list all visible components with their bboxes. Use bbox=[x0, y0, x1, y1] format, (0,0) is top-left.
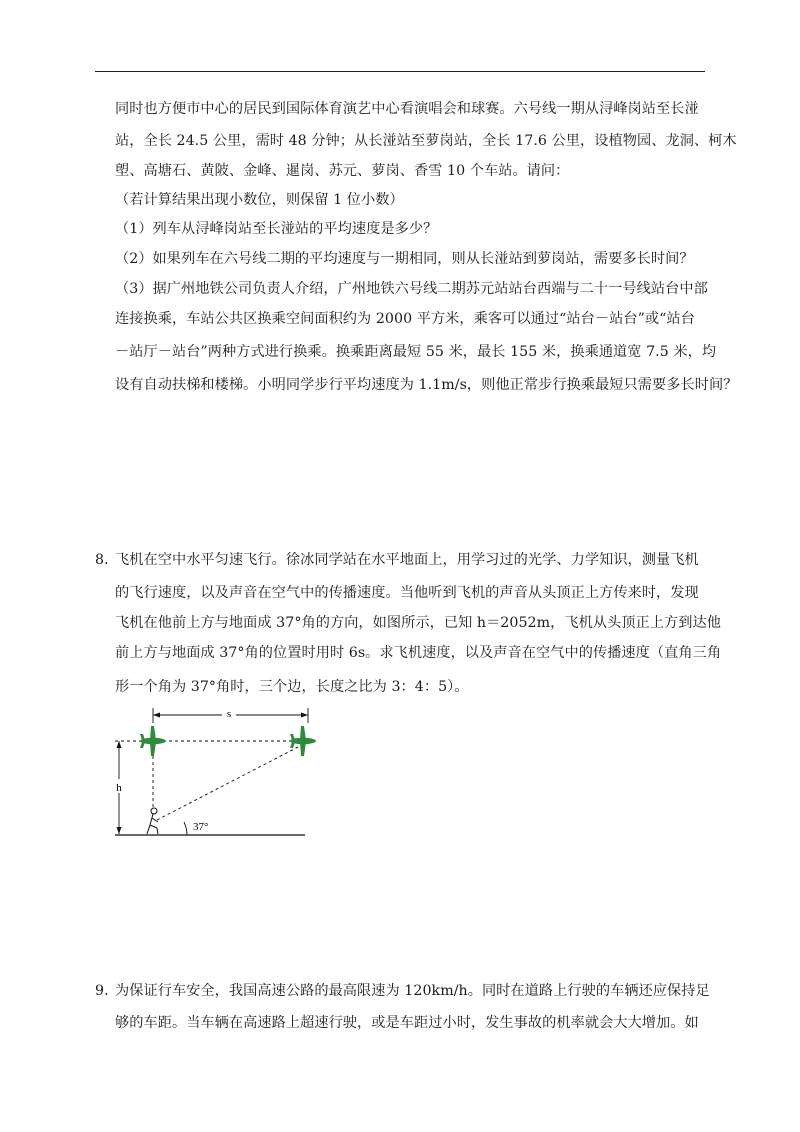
q7-line-4: （若计算结果出现小数位，则保留 1 位小数） bbox=[115, 192, 404, 208]
q7-line-2: 站，全长 24.5 公里，需时 48 分钟；从长湴站至萝岗站，全长 17.6 公里，设植物园、龙洞、柯木 bbox=[115, 133, 737, 149]
q7-line-8: 连接换乘，车站公共区换乘空间面积约为 2000 平方米，乘客可以通过“站台－站台”或“站台 bbox=[115, 311, 695, 327]
q8-line-1: 飞机在空中水平匀速飞行。徐冰同学站在水平地面上，用学习过的光学、力学知识，测量飞机 bbox=[115, 552, 699, 568]
header-rule bbox=[95, 71, 705, 72]
q8-line-4: 前上方与地面成 37°角的位置时用时 6s。求飞机速度，以及声音在空气中的传播速度（直角三角 bbox=[115, 645, 722, 661]
s-arrow-right bbox=[301, 713, 308, 718]
q9-line-1: 为保证行车安全，我国高速公路的最高限速为 120km/h。同时在道路上行驶的车辆还应保持足 bbox=[115, 983, 710, 999]
slant-sightline bbox=[157, 746, 300, 820]
angle-arc bbox=[184, 822, 187, 835]
airplane-icon bbox=[290, 726, 316, 756]
q7-line-9: －站厅－站台”两种方式进行换乘。换乘距离最短 55 米，最长 155 米，换乘通道宽 7.5 米，均 bbox=[115, 344, 717, 360]
h-label: h bbox=[116, 782, 122, 794]
q9-number: 9． bbox=[95, 983, 119, 999]
angle-label: 37° bbox=[193, 821, 209, 833]
q8-line-5: 形一个角为 37°角时，三个边，长度之比为 3：4：5）。 bbox=[115, 679, 469, 695]
s-label: s bbox=[226, 708, 232, 720]
q7-line-1: 同时也方便市中心的居民到国际体育演艺中心看演唱会和球赛。六号线一期从浔峰岗站至长湴 bbox=[115, 101, 699, 117]
q8-line-2: 的飞行速度，以及声音在空气中的传播速度。当他听到飞机的声音从头顶正上方传来时，发现 bbox=[115, 585, 699, 601]
airplane-figure bbox=[105, 700, 320, 845]
h-arrow-top bbox=[117, 741, 122, 748]
q7-line-3: 塱、高塘石、黄陂、金峰、暹岗、苏元、萝岗、香雪 10 个车站。请问： bbox=[115, 163, 570, 179]
q9-line-2: 够的车距。当车辆在高速路上超速行驶，或是车距过小时，发生事故的机率就会大大增加。如 bbox=[115, 1015, 699, 1031]
s-arrow-left bbox=[153, 713, 160, 718]
airplane-icon bbox=[140, 726, 166, 756]
q8-line-3: 飞机在他前上方与地面成 37°角的方向，如图所示，已知 h＝2052m，飞机从头顶正上方到达他 bbox=[115, 615, 721, 631]
q7-line-6: （2）如果列车在六号线二期的平均速度与一期相同，则从长湴站到萝岗站，需要多长时间？ bbox=[115, 251, 694, 267]
q7-line-7: （3）据广州地铁公司负责人介绍，广州地铁六号线二期苏元站站台西端与二十一号线站台中部 bbox=[115, 281, 708, 297]
q8-number: 8． bbox=[95, 552, 119, 568]
person-icon bbox=[147, 808, 158, 834]
q7-line-10: 设有自动扶梯和楼梯。小明同学步行平均速度为 1.1m/s，则他正常步行换乘最短只需要多长时间？ bbox=[115, 377, 738, 393]
h-arrow-bottom bbox=[117, 827, 122, 834]
q7-line-5: （1）列车从浔峰岗站至长湴站的平均速度是多少？ bbox=[115, 221, 438, 237]
